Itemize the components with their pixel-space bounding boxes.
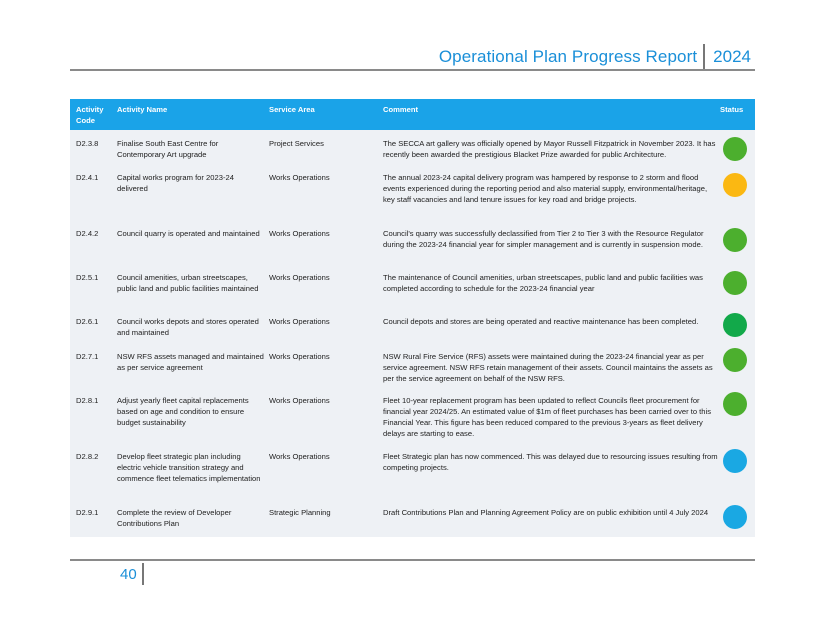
service-area: Works Operations — [269, 317, 330, 326]
table-row — [70, 272, 755, 314]
column-header-name: Activity Name — [117, 105, 168, 114]
service-area: Works Operations — [269, 173, 330, 182]
activity-code: D2.8.1 — [76, 396, 99, 405]
table-row — [70, 395, 755, 451]
activity-name: Capital works program for 2023-24 delivered — [117, 173, 234, 193]
service-area: Works Operations — [269, 352, 330, 361]
table-row — [70, 138, 755, 174]
service-area: Strategic Planning — [269, 508, 331, 517]
header-rule — [70, 69, 755, 71]
activity-name: Finalise South East Centre for Contemporary Art upgrade — [117, 139, 219, 159]
footer-divider — [142, 563, 144, 585]
column-header-comment: Comment — [383, 105, 419, 114]
status-indicator — [723, 449, 747, 473]
service-area: Works Operations — [269, 452, 330, 461]
activity-code: D2.8.2 — [76, 452, 99, 461]
activity-name: Council quarry is operated and maintained — [117, 229, 260, 238]
status-indicator — [723, 505, 747, 529]
activity-name: Adjust yearly fleet capital replacements based on age and condition to ensure budget sustainability — [117, 396, 249, 427]
table-header — [70, 99, 755, 130]
service-area: Project Services — [269, 139, 324, 148]
status-indicator — [723, 348, 747, 372]
report-year: 2024 — [713, 47, 751, 66]
activity-code: D2.4.2 — [76, 229, 99, 238]
activity-code: D2.9.1 — [76, 508, 99, 517]
table-row — [70, 316, 755, 350]
comment: Council depots and stores are being operated and reactive maintenance has been completed. — [383, 317, 699, 326]
activity-code: D2.6.1 — [76, 317, 99, 326]
status-indicator — [723, 137, 747, 161]
table-row — [70, 451, 755, 505]
report-header — [439, 44, 751, 70]
status-indicator — [723, 173, 747, 197]
status-indicator — [723, 392, 747, 416]
table-row — [70, 351, 755, 395]
activity-name: Complete the review of Developer Contributions Plan — [117, 508, 232, 528]
comment: Council's quarry was successfully declassified from Tier 2 to Tier 3 with the Resource Regulator during the 2023-24 financial year for simpler management and is currently in suspension mode. — [383, 229, 704, 249]
table-row — [70, 507, 755, 537]
table-row — [70, 172, 755, 230]
activity-code: D2.3.8 — [76, 139, 99, 148]
report-title: Operational Plan Progress Report — [438, 47, 698, 66]
comment: Draft Contributions Plan and Planning Agreement Policy are on public exhibition until 4 July 2024 — [383, 508, 709, 517]
activity-code: D2.4.1 — [76, 173, 99, 182]
comment: The maintenance of Council amenities, urban streetscapes, public land and public facilities was completed according to schedule for the 2023-24 financial year — [383, 273, 703, 293]
activity-code: D2.5.1 — [76, 273, 99, 282]
header-divider — [703, 44, 705, 70]
service-area: Works Operations — [269, 396, 330, 405]
footer-rule — [70, 559, 755, 561]
column-header-code: Activity Code — [76, 105, 104, 125]
activity-name: Council amenities, urban streetscapes, public land and public facilities maintained — [117, 273, 259, 293]
activity-code: D2.7.1 — [76, 352, 99, 361]
progress-table — [70, 99, 755, 537]
activity-name: Council works depots and stores operated and maintained — [117, 317, 259, 337]
comment: NSW Rural Fire Service (RFS) assets were maintained during the 2023-24 financial year as per service agreement. NSW RFS retain management of their assets. Council maintains the assets as per the service agreement on behalf of the NSW RFS. — [383, 352, 713, 383]
column-header-area: Service Area — [269, 105, 315, 114]
status-indicator — [723, 313, 747, 337]
activity-name: Develop fleet strategic plan including electric vehicle transition strategy and commence fleet telematics implementation — [117, 452, 261, 483]
column-header-status: Status — [720, 105, 744, 114]
table-row — [70, 228, 755, 270]
comment: The SECCA art gallery was officially opened by Mayor Russell Fitzpatrick in November 2023. It has recently been awarded the prestigious Blacket Prize awarded for public Architecture. — [383, 139, 716, 159]
status-indicator — [723, 271, 747, 295]
status-indicator — [723, 228, 747, 252]
page-number: 40 — [120, 566, 137, 583]
activity-name: NSW RFS assets managed and maintained as per service agreement — [117, 352, 264, 372]
comment: The annual 2023-24 capital delivery program was hampered by response to 2 storm and flood events experienced during the reporting period and also material supply, environmental/heritage, key staff vacancies and land tenure issues for key road and bridge projects. — [383, 173, 708, 204]
service-area: Works Operations — [269, 273, 330, 282]
service-area: Works Operations — [269, 229, 330, 238]
comment: Fleet 10-year replacement program has been updated to reflect Councils fleet procurement for financial year 2024/25. An estimated value of $1m of fleet purchases has been carried over to this Financial Year. This figure has been reduced compared to the previous 3-years as fleet delivery delays are starting to ease. — [383, 396, 711, 438]
comment: Fleet Strategic plan has now commenced. This was delayed due to resourcing issues resulting from competing projects. — [383, 452, 718, 472]
